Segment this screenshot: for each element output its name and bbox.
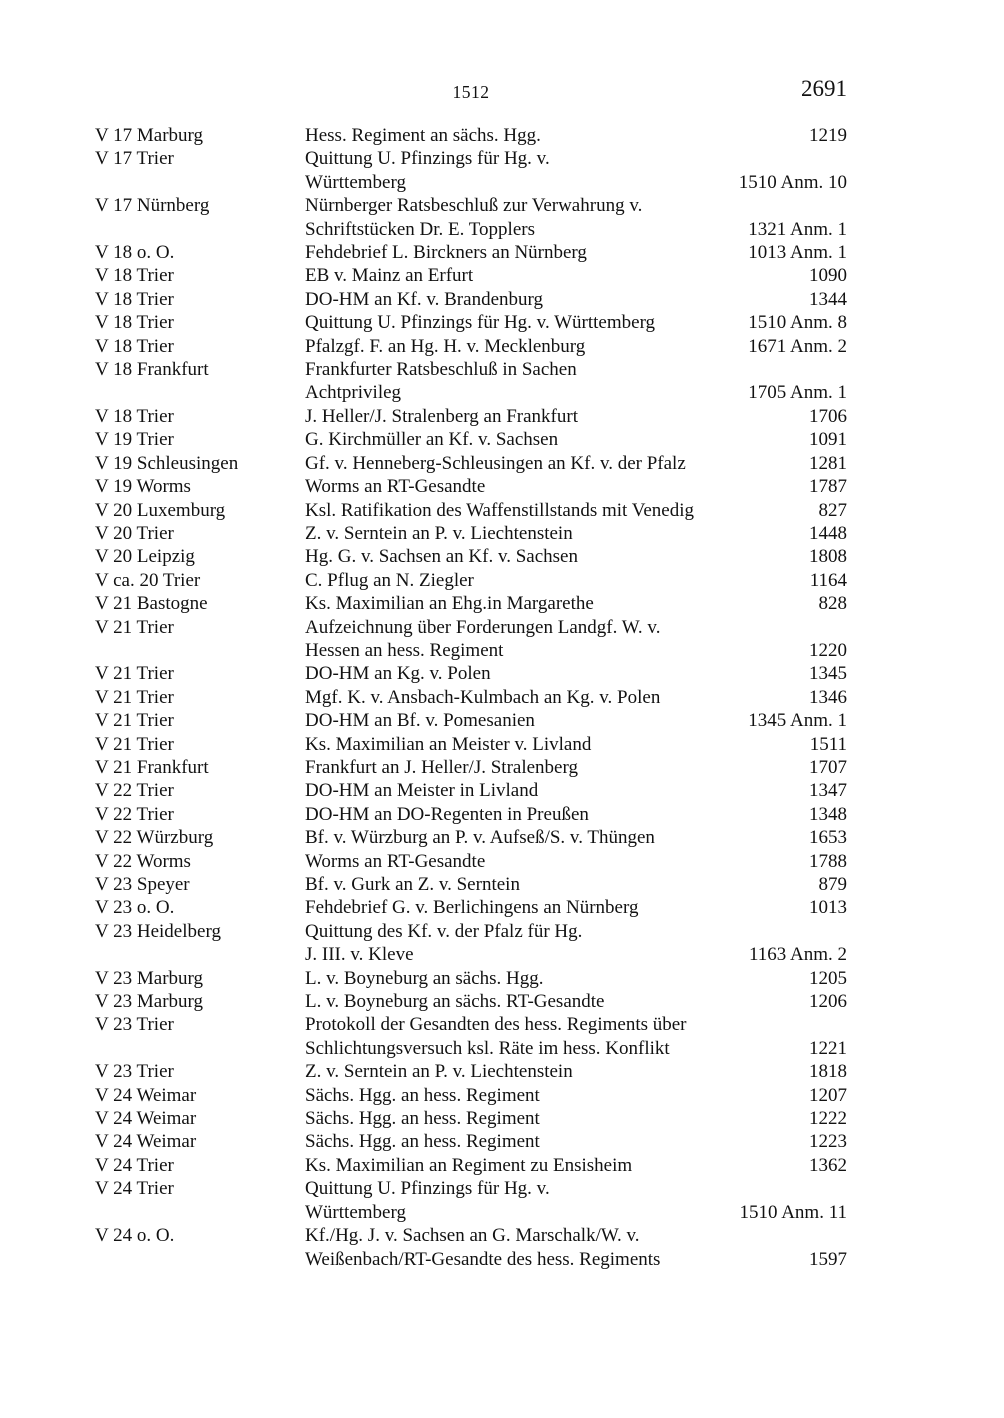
table-row [95,850,847,873]
entry-date-place: V 22 Trier [95,803,174,825]
entry-description: Ks. Maximilian an Regiment zu Ensisheim [305,1154,633,1176]
table-row [95,967,847,990]
entry-page-ref: 1091 [809,429,847,451]
table-row [95,733,847,756]
entry-date-place: V 23 Trier [95,1014,174,1036]
entry-page-ref: 1163 Anm. 2 [749,944,847,966]
entry-description: Protokoll der Gesandten des hess. Regiments über Schlichtungsversuch ksl. Räte im hess. Konflikt [305,1014,687,1059]
entry-date-place: V 21 Frankfurt [95,756,209,778]
entry-page-ref: 1345 [809,663,847,685]
entry-date-place: V 21 Trier [95,733,174,755]
table-row [95,779,847,802]
table-row [95,896,847,919]
entry-description: DO-HM an Kf. v. Brandenburg [305,288,543,310]
table-row [95,662,847,685]
entry-description: DO-HM an Kg. v. Polen [305,663,491,685]
entry-date-place: V 19 Trier [95,429,174,451]
table-row [95,990,847,1013]
entry-date-place: V 18 Trier [95,405,174,427]
entry-date-place: V 24 Trier [95,1178,174,1200]
table-row [95,592,847,615]
text-block [95,76,847,1271]
entry-description: Sächs. Hgg. an hess. Regiment [305,1084,540,1106]
entry-page-ref: 1205 [809,967,847,989]
entry-date-place: V 23 Trier [95,1061,174,1083]
entry-description: Ksl. Ratifikation des Waffenstillstands mit Venedig [305,499,694,521]
entry-description: L. v. Boyneburg an sächs. RT-Gesandte [305,991,605,1013]
entry-page-ref: 1787 [809,476,847,498]
entry-description: C. Pflug an N. Ziegler [305,569,474,591]
table-row [95,873,847,896]
entry-description: Bf. v. Gurk an Z. v. Serntein [305,874,520,895]
entry-date-place: V 18 Trier [95,288,174,310]
entry-description: Gf. v. Henneberg-Schleusingen an Kf. v. der Pfalz [305,452,686,474]
entry-date-place: V 23 Heidelberg [95,920,221,942]
table-row [95,124,847,147]
entry-description: J. Heller/J. Stralenberg an Frankfurt [305,405,578,427]
entry-page-ref: 1788 [809,850,847,872]
entry-page-ref: 1219 [809,125,847,146]
entry-date-place: V 18 Trier [95,265,174,287]
table-row [95,1224,847,1271]
table-row [95,1130,847,1153]
entry-page-ref: 1206 [809,991,847,1013]
entry-date-place: V 24 Weimar [95,1108,197,1130]
entry-page-ref: 1510 Anm. 10 [738,171,847,193]
entry-description: Worms an RT-Gesandte [305,850,486,872]
entry-description: DO-HM an Bf. v. Pomesanien [305,710,535,732]
entry-page-ref: 1808 [809,546,847,568]
entry-description: DO-HM an Meister in Livland [305,780,539,802]
entry-date-place: V 22 Würzburg [95,827,214,849]
entry-date-place: V 17 Trier [95,148,174,170]
entry-page-ref: 827 [818,499,847,521]
table-row [95,499,847,522]
table-row [95,522,847,545]
entry-description: Mgf. K. v. Ansbach-Kulmbach an Kg. v. Polen [305,686,661,708]
entry-page-ref: 1705 Anm. 1 [748,382,847,404]
entry-page-ref: 1510 Anm. 8 [748,312,847,334]
entry-page-ref: 1510 Anm. 11 [739,1201,847,1223]
entry-description: Quittung U. Pfinzings für Hg. v. Württemberg [305,1178,550,1223]
entry-description: Quittung U. Pfinzings für Hg. v. Württemberg [305,312,656,334]
entry-page-ref: 1448 [809,522,847,544]
entry-page-ref: 1346 [809,686,847,708]
entry-description: DO-HM an DO-Regenten in Preußen [305,803,589,825]
entry-page-ref: 1653 [809,827,847,849]
entry-page-ref: 879 [818,874,847,895]
entry-description: Ks. Maximilian an Meister v. Livland [305,733,592,755]
entry-description: Frankfurt an J. Heller/J. Stralenberg [305,756,578,778]
table-row [95,756,847,779]
entry-description: G. Kirchmüller an Kf. v. Sachsen [305,429,559,451]
table-row [95,428,847,451]
entry-description: Ks. Maximilian an Ehg.in Margarethe [305,593,594,615]
table-row [95,147,847,194]
entry-date-place: V 19 Worms [95,476,191,498]
table-row [95,264,847,287]
entry-description: Hg. G. v. Sachsen an Kf. v. Sachsen [305,546,578,568]
entry-description: Sächs. Hgg. an hess. Regiment [305,1131,540,1153]
entry-date-place: V 20 Leipzig [95,546,195,568]
table-row [95,1107,847,1130]
entry-date-place: V 20 Trier [95,522,174,544]
table-row [95,1060,847,1083]
entry-date-place: V 23 Marburg [95,991,204,1013]
entry-description: Nürnberger Ratsbeschluß zur Verwahrung v. Schriftstücken Dr. E. Topplers [305,195,643,240]
table-row [95,358,847,405]
entry-page-ref: 1344 [809,288,847,310]
table-row [95,826,847,849]
entry-page-ref: 1511 [809,733,847,755]
entry-description: Fehdebrief G. v. Berlichingens an Nürnberg [305,897,639,919]
table-row [95,616,847,663]
entry-description: Hess. Regiment an sächs. Hgg. [305,125,541,146]
entry-date-place: V 21 Trier [95,710,174,732]
entry-page-ref: 1013 [809,897,847,919]
entry-description: L. v. Boyneburg an sächs. Hgg. [305,967,544,989]
table-row [95,405,847,428]
entry-description: Bf. v. Würzburg an P. v. Aufseß/S. v. Thüngen [305,827,655,849]
entry-page-ref: 1164 [809,569,847,591]
entry-date-place: V 18 Trier [95,335,174,357]
entry-page-ref: 1362 [809,1154,847,1176]
entry-page-ref: 1223 [809,1131,847,1153]
entry-description: Kf./Hg. J. v. Sachsen an G. Marschalk/W. v. Weißenbach/RT-Gesandte des hess. Regiments [305,1225,661,1270]
entry-page-ref: 1090 [809,265,847,287]
entry-page-ref: 1345 Anm. 1 [748,710,847,732]
entry-description: Aufzeichnung über Forderungen Landgf. W. v. Hessen an hess. Regiment [305,616,661,661]
table-row [95,194,847,241]
entry-page-ref: 1707 [809,756,847,778]
entry-date-place: V 21 Bastogne [95,593,208,615]
entry-date-place: V 22 Worms [95,850,191,872]
entry-description: Pfalzgf. F. an Hg. H. v. Mecklenburg [305,335,586,357]
entry-date-place: V ca. 20 Trier [95,569,201,591]
entry-description: Sächs. Hgg. an hess. Regiment [305,1108,540,1130]
entry-description: Quittung des Kf. v. der Pfalz für Hg. J. III. v. Kleve [305,920,583,966]
table-row [95,1084,847,1107]
table-row [95,288,847,311]
entry-page-ref: 1597 [809,1248,847,1270]
entry-page-ref: 1348 [809,803,847,825]
entry-description: Z. v. Serntein an P. v. Liechtenstein [305,1061,573,1083]
table-row [95,1177,847,1224]
table-row [95,920,847,967]
entry-page-ref: 828 [818,593,847,615]
entry-description: Frankfurter Ratsbeschluß in Sachen Achtprivileg [305,359,577,404]
entry-page-ref: 1207 [809,1084,847,1106]
entry-date-place: V 19 Schleusingen [95,452,239,474]
entry-date-place: V 24 Weimar [95,1131,197,1153]
table-row [95,311,847,334]
entry-page-ref: 1222 [809,1108,847,1130]
running-head-year: 1512 [452,82,490,102]
entry-page-ref: 1818 [809,1061,847,1083]
entry-description: Z. v. Serntein an P. v. Liechtenstein [305,522,573,544]
entry-page-ref: 1347 [809,780,847,802]
entry-page-ref: 1706 [809,405,847,427]
entry-date-place: V 24 Trier [95,1154,174,1176]
entry-date-place: V 23 Marburg [95,967,204,989]
table-row [95,569,847,592]
entry-date-place: V 24 o. O. [95,1225,175,1247]
entry-date-place: V 22 Trier [95,780,174,802]
table-row [95,241,847,264]
entry-date-place: V 20 Luxemburg [95,499,226,521]
entry-date-place: V 23 o. O. [95,897,175,919]
entry-description: Worms an RT-Gesandte [305,476,486,498]
table-row [95,335,847,358]
table-row [95,686,847,709]
entry-date-place: V 17 Nürnberg [95,195,210,217]
entry-date-place: V 18 o. O. [95,242,175,264]
table-row [95,1154,847,1177]
entry-page-ref: 1013 Anm. 1 [748,242,847,264]
table-row [95,452,847,475]
running-head [95,76,847,108]
entry-list [95,124,847,1271]
entry-date-place: V 24 Weimar [95,1084,197,1106]
entry-description: EB v. Mainz an Erfurt [305,265,474,287]
entry-description: Fehdebrief L. Birckners an Nürnberg [305,242,587,264]
page-number: 2691 [801,76,847,101]
table-row [95,545,847,568]
entry-page-ref: 1671 Anm. 2 [748,335,847,357]
entry-date-place: V 18 Trier [95,312,174,334]
table-row [95,475,847,498]
entry-page-ref: 1321 Anm. 1 [748,218,847,240]
entry-date-place: V 21 Trier [95,663,174,685]
entry-page-ref: 1220 [809,639,847,661]
entry-description: Quittung U. Pfinzings für Hg. v. Württemberg [305,148,550,193]
table-row [95,1013,847,1060]
entry-page-ref: 1221 [809,1037,847,1059]
entry-date-place: V 23 Speyer [95,874,190,895]
entry-page-ref: 1281 [809,452,847,474]
entry-date-place: V 21 Trier [95,616,174,638]
entry-date-place: V 17 Marburg [95,125,204,146]
entry-date-place: V 18 Frankfurt [95,359,209,381]
table-row [95,709,847,732]
entry-date-place: V 21 Trier [95,686,174,708]
table-row [95,803,847,826]
